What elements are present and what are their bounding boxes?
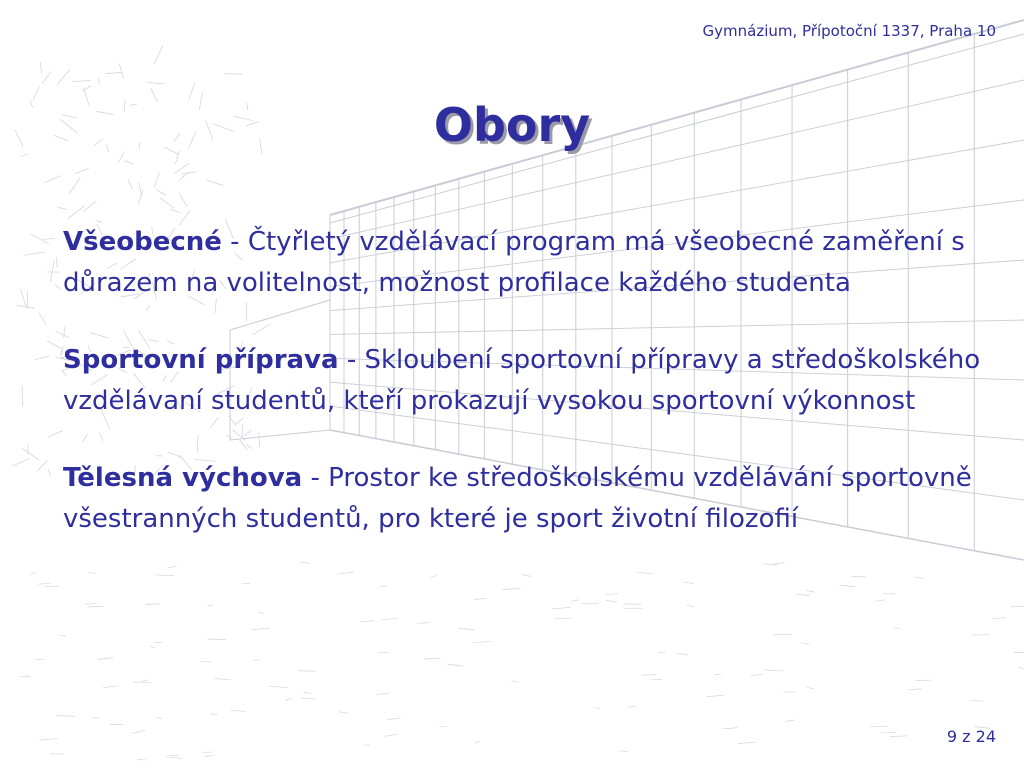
program-item-sport-preparation [63,340,998,422]
program-term: Všeobecné [63,227,222,257]
programs-list [63,222,998,576]
program-term: Tělesná výchova [63,463,303,493]
program-separator: - [302,463,329,493]
program-term: Sportovní příprava [63,345,339,375]
program-item-physical-education [63,458,998,540]
program-description: Čtyřletý vzdělávací program má všeobecné zaměření s důrazem na volitelnost, možnost profilace každého studenta [63,227,965,298]
program-description: Prostor ke středoškolskému vzdělávání sportovně všestranných studentů, pro které je sport životní filozofií [63,463,972,534]
school-header: Gymnázium, Přípotoční 1337, Praha 10 [702,22,996,40]
program-description: Skloubení sportovní přípravy a středoškolského vzdělávaní studentů, kteří prokazují vysokou sportovní výkonnost [63,345,981,416]
program-item-general [63,222,998,304]
program-separator: - [338,345,365,375]
page-indicator: 9 z 24 [946,727,996,746]
slide-title: Obory [433,98,591,152]
program-separator: - [221,227,248,257]
